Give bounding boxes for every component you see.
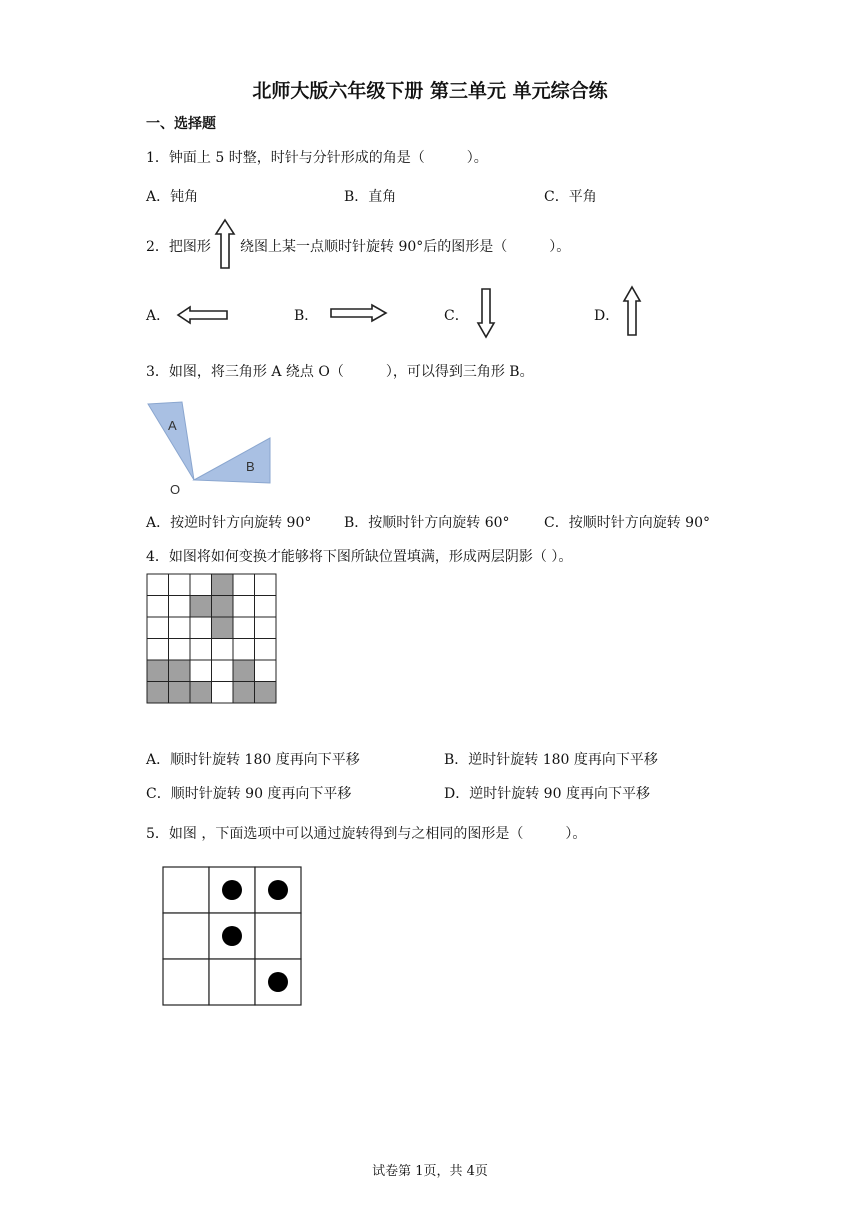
- grid-cell: [190, 574, 212, 596]
- grid-cell-shaded: [233, 682, 255, 704]
- grid-cell-shaded: [169, 660, 191, 682]
- grid-cell-shaded: [233, 660, 255, 682]
- grid-cell-shaded: [212, 617, 234, 639]
- grid-cell: [169, 596, 191, 618]
- question-2-option-b-right-arrow-icon: [329, 303, 389, 323]
- question-2-option-c-down-arrow-icon: [476, 287, 496, 339]
- grid-cell: [147, 639, 169, 661]
- grid-cell: [169, 574, 191, 596]
- triangle-a-label: A: [168, 418, 177, 433]
- section-heading: 一、选择题: [146, 116, 216, 132]
- grid-cell-shaded: [190, 682, 212, 704]
- question-1-option-b: B．直角: [344, 189, 397, 205]
- grid-cell: [233, 596, 255, 618]
- question-2-option-d-up-arrow-icon: [622, 285, 642, 337]
- question-2-option-a-left-arrow-icon: [176, 305, 230, 325]
- dot-grid-cell: [163, 959, 209, 1005]
- dot-grid-cell: [163, 867, 209, 913]
- dot-grid-cell: [255, 913, 301, 959]
- black-dot: [268, 880, 288, 900]
- grid-cell: [233, 617, 255, 639]
- question-1-stem: 1．钟面上 5 时整，时针与分针形成的角是（ ）。: [146, 150, 488, 166]
- grid-cell-shaded: [255, 682, 277, 704]
- grid-cell: [147, 617, 169, 639]
- grid-cell: [147, 574, 169, 596]
- question-2-option-c: C．: [444, 308, 469, 324]
- question-2-up-arrow-icon: [214, 218, 236, 270]
- grid-cell: [212, 639, 234, 661]
- grid-cell: [169, 617, 191, 639]
- grid-cell-shaded: [169, 682, 191, 704]
- grid-cell: [255, 660, 277, 682]
- question-3-triangles-figure: [146, 400, 276, 500]
- question-3-option-b: B．按顺时针方向旋转 60°: [344, 515, 510, 531]
- grid-cell: [212, 660, 234, 682]
- question-2-stem-after: 绕图上某一点顺时针旋转 90°后的图形是（ ）。: [240, 239, 571, 255]
- grid-cell-shaded: [147, 682, 169, 704]
- question-3-stem: 3．如图，将三角形 A 绕点 O（ ），可以得到三角形 B。: [146, 364, 534, 380]
- grid-cell: [233, 639, 255, 661]
- grid-cell: [255, 617, 277, 639]
- grid-cell-shaded: [212, 596, 234, 618]
- grid-cell: [255, 639, 277, 661]
- grid-cell: [147, 596, 169, 618]
- grid-cell: [169, 639, 191, 661]
- question-2-option-a: A．: [146, 308, 171, 324]
- triangle-a: [148, 402, 194, 480]
- triangle-b-label: B: [246, 459, 255, 474]
- question-1-option-c: C．平角: [544, 189, 597, 205]
- grid-cell: [190, 639, 212, 661]
- black-dot: [268, 972, 288, 992]
- grid-cell: [190, 660, 212, 682]
- question-5-dot-grid: [162, 866, 302, 1006]
- question-4-shaded-grid: [146, 573, 278, 705]
- question-2-stem-before: 2．把图形: [146, 239, 211, 255]
- question-2-option-b: B．: [294, 308, 319, 324]
- page-footer: 试卷第 1页，共 4页: [372, 1164, 488, 1179]
- question-4-option-b: B．逆时针旋转 180 度再向下平移: [444, 752, 658, 768]
- question-3-option-c: C．按顺时针方向旋转 90°: [544, 515, 710, 531]
- question-4-option-c: C．顺时针旋转 90 度再向下平移: [146, 786, 352, 802]
- grid-cell: [212, 682, 234, 704]
- dot-grid-cell: [209, 959, 255, 1005]
- grid-cell: [255, 574, 277, 596]
- question-4-option-d: D．逆时针旋转 90 度再向下平移: [444, 786, 650, 802]
- question-3-option-a: A．按逆时针方向旋转 90°: [146, 515, 312, 531]
- grid-cell: [233, 574, 255, 596]
- grid-cell-shaded: [147, 660, 169, 682]
- question-5-stem: 5．如图 ，下面选项中可以通过旋转得到与之相同的图形是（ ）。: [146, 826, 587, 842]
- question-1-option-a: A．钝角: [146, 189, 199, 205]
- dot-grid-cell: [163, 913, 209, 959]
- triangle-b: [194, 438, 270, 483]
- grid-cell: [190, 617, 212, 639]
- black-dot: [222, 880, 242, 900]
- question-4-stem: 4．如图将如何变换才能够将下图所缺位置填满，形成两层阴影（ ）。: [146, 549, 573, 565]
- grid-cell: [255, 596, 277, 618]
- question-4-option-a: A．顺时针旋转 180 度再向下平移: [146, 752, 360, 768]
- point-o-label: O: [170, 482, 181, 497]
- grid-cell-shaded: [190, 596, 212, 618]
- grid-cell-shaded: [212, 574, 234, 596]
- page-title: 北师大版六年级下册 第三单元 单元综合练: [252, 80, 608, 102]
- question-2-option-d: D．: [594, 308, 620, 324]
- black-dot: [222, 926, 242, 946]
